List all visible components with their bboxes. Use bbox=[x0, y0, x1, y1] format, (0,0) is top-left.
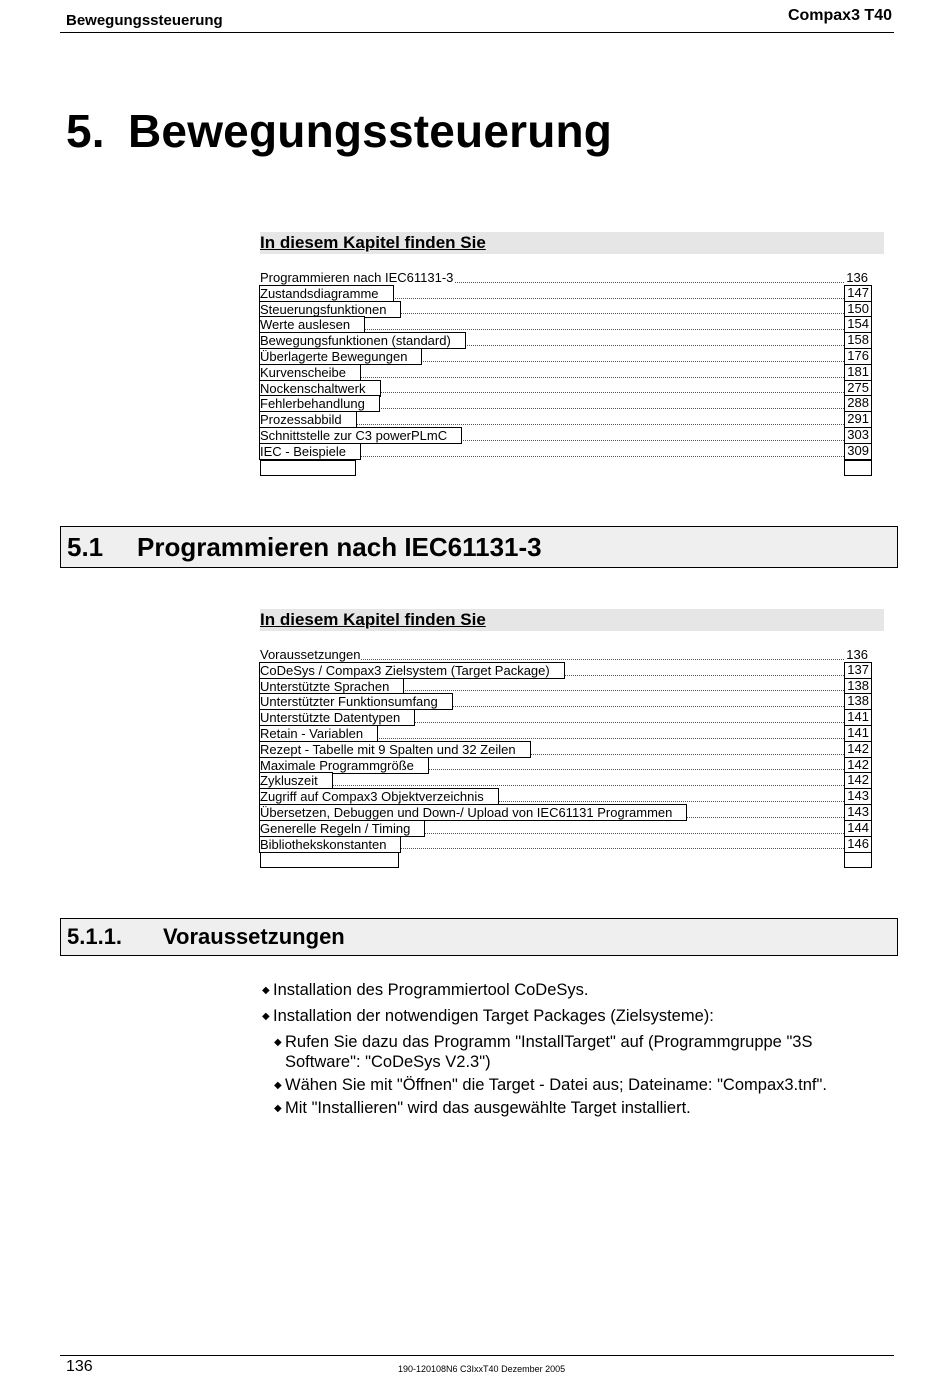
section-heading-box bbox=[60, 526, 898, 568]
toc-entry-title: Prozessabbild bbox=[259, 411, 357, 428]
list-subitem bbox=[274, 1075, 862, 1095]
toc-entry[interactable] bbox=[260, 694, 884, 710]
footer-rule bbox=[60, 1355, 894, 1356]
toc-entry-page: 181 bbox=[844, 364, 872, 381]
toc-entry[interactable] bbox=[260, 381, 884, 397]
toc-entry-page: 142 bbox=[844, 772, 872, 789]
toc-entry-page: 138 bbox=[844, 693, 872, 710]
section-title bbox=[67, 532, 542, 563]
diamond-bullet-icon: ◆ bbox=[274, 1080, 282, 1091]
list-subitem bbox=[274, 1098, 862, 1118]
toc-entry-title: Bewegungsfunktionen (standard) bbox=[259, 332, 466, 349]
toc-entry-title: Bibliothekskonstanten bbox=[259, 836, 401, 853]
toc-entry[interactable] bbox=[260, 333, 884, 349]
toc-entry[interactable] bbox=[260, 647, 884, 663]
toc-entry-title: Unterstützte Sprachen bbox=[259, 678, 404, 695]
toc-entry-title: Werte auslesen bbox=[259, 316, 365, 333]
toc-entry-page: 142 bbox=[844, 757, 872, 774]
toc-entry[interactable] bbox=[260, 317, 884, 333]
toc-entry-title: Retain - Variablen bbox=[259, 725, 378, 742]
toc-entry-page: 143 bbox=[844, 788, 872, 805]
chapter-toc bbox=[260, 232, 884, 476]
toc-entry[interactable] bbox=[260, 270, 884, 286]
toc-entry[interactable] bbox=[260, 742, 884, 758]
chapter-number: 5. bbox=[66, 105, 105, 157]
toc-entry-title: Zustandsdiagramme bbox=[259, 285, 394, 302]
toc-entry[interactable] bbox=[260, 837, 884, 853]
toc-entry-page: 150 bbox=[844, 301, 872, 318]
toc-entry-title: Fehlerbehandlung bbox=[259, 395, 380, 412]
toc-entry-title: Überlagerte Bewegungen bbox=[259, 348, 422, 365]
empty-link-box bbox=[844, 460, 872, 476]
toc-entry-page: 136 bbox=[846, 270, 868, 285]
toc-entry-page: 141 bbox=[844, 725, 872, 742]
toc-entry-title: Unterstützter Funktionsumfang bbox=[259, 693, 453, 710]
page-number: 136 bbox=[66, 1358, 93, 1375]
subsection-heading-box bbox=[60, 918, 898, 956]
toc-entry[interactable] bbox=[260, 773, 884, 789]
toc-entry-page: 288 bbox=[844, 395, 872, 412]
toc-entry-page: 275 bbox=[844, 380, 872, 397]
toc-entry-title: Kurvenscheibe bbox=[259, 364, 361, 381]
toc-entry-title: Schnittstelle zur C3 powerPLmC bbox=[259, 427, 462, 444]
list-item bbox=[262, 1006, 862, 1026]
toc-entry-title: CoDeSys / Compax3 Zielsystem (Target Package) bbox=[259, 662, 565, 679]
toc-entry-title: Übersetzen, Debuggen und Down-/ Upload von IEC61131 Programmen bbox=[259, 804, 687, 821]
diamond-bullet-icon: ◆ bbox=[262, 985, 270, 996]
toc-entry-page: 144 bbox=[844, 820, 872, 837]
header-rule bbox=[60, 32, 894, 33]
subsection-number: 5.1.1. bbox=[67, 924, 123, 949]
toc-entry[interactable] bbox=[260, 444, 884, 460]
toc-entry[interactable] bbox=[260, 396, 884, 412]
list-item-text: Installation der notwendigen Target Packages (Zielsysteme): bbox=[273, 1007, 714, 1025]
empty-link-box bbox=[260, 852, 399, 868]
section-number: 5.1 bbox=[67, 532, 104, 562]
leader-dots bbox=[260, 785, 854, 786]
section-toc bbox=[260, 609, 884, 868]
document-id: 190-120108N6 C3IxxT40 Dezember 2005 bbox=[398, 1364, 566, 1374]
toc-empty-link-row bbox=[260, 852, 884, 868]
toc-entry[interactable] bbox=[260, 286, 884, 302]
toc-entry-title: Zugriff auf Compax3 Objektverzeichnis bbox=[259, 788, 499, 805]
toc-entry[interactable] bbox=[260, 726, 884, 742]
toc-entry[interactable] bbox=[260, 412, 884, 428]
toc-entry-page: 291 bbox=[844, 411, 872, 428]
toc-entry[interactable] bbox=[260, 663, 884, 679]
toc-heading: In diesem Kapitel finden Sie bbox=[260, 232, 884, 254]
toc-entry-title: Programmieren nach IEC61131-3 bbox=[260, 270, 454, 285]
diamond-bullet-icon: ◆ bbox=[262, 1011, 270, 1022]
toc-entry-page: 137 bbox=[844, 662, 872, 679]
list-item bbox=[262, 980, 862, 1000]
list-item-text: Mit "Installieren" wird das ausgewählte Target installiert. bbox=[285, 1099, 691, 1117]
toc-entry-page: 147 bbox=[844, 285, 872, 302]
section-title-text: Programmieren nach IEC61131-3 bbox=[137, 532, 542, 562]
toc-entry-page: 146 bbox=[844, 836, 872, 853]
toc-entry[interactable] bbox=[260, 805, 884, 821]
toc-entry-title: Voraussetzungen bbox=[260, 647, 361, 662]
toc-entry-page: 136 bbox=[846, 647, 868, 662]
toc-entry-page: 176 bbox=[844, 348, 872, 365]
chapter-title-text: Bewegungssteuerung bbox=[128, 105, 613, 157]
toc-entry[interactable] bbox=[260, 789, 884, 805]
prerequisites-list bbox=[262, 980, 862, 1121]
toc-entry-page: 143 bbox=[844, 804, 872, 821]
toc-entry-page: 138 bbox=[844, 678, 872, 695]
list-item-text: Wähen Sie mit "Öffnen" die Target - Datei aus; Dateiname: "Compax3.tnf". bbox=[285, 1076, 827, 1094]
list-subitem bbox=[274, 1032, 862, 1072]
toc-entry-title: Rezept - Tabelle mit 9 Spalten und 32 Zeilen bbox=[259, 741, 531, 758]
toc-entry[interactable] bbox=[260, 821, 884, 837]
toc-entry-title: Maximale Programmgröße bbox=[259, 757, 429, 774]
toc-entry-title: IEC - Beispiele bbox=[259, 443, 361, 460]
running-header-left: Bewegungssteuerung bbox=[66, 12, 223, 29]
subsection-title-text: Voraussetzungen bbox=[163, 924, 345, 949]
toc-entry-page: 158 bbox=[844, 332, 872, 349]
list-item-text: Rufen Sie dazu das Programm "InstallTarget" auf (Programmgruppe "3S Software": "CoDeSys V2.3") bbox=[285, 1033, 813, 1071]
toc-entry-page: 309 bbox=[844, 443, 872, 460]
subsection-title bbox=[67, 924, 345, 950]
toc-entry-page: 154 bbox=[844, 316, 872, 333]
toc-entry[interactable] bbox=[260, 349, 884, 365]
toc-entry[interactable] bbox=[260, 365, 884, 381]
toc-entry-title: Unterstützte Datentypen bbox=[259, 709, 415, 726]
toc-entry-page: 142 bbox=[844, 741, 872, 758]
toc-entry-title: Nockenschaltwerk bbox=[259, 380, 381, 397]
toc-entry[interactable] bbox=[260, 758, 884, 774]
toc-entry[interactable] bbox=[260, 710, 884, 726]
toc-entry-title: Steuerungsfunktionen bbox=[259, 301, 401, 318]
empty-link-box bbox=[844, 852, 872, 868]
empty-link-box bbox=[260, 460, 356, 476]
running-header-right: Compax3 T40 bbox=[787, 7, 892, 24]
toc-empty-link-row bbox=[260, 460, 884, 476]
toc-entry-page: 141 bbox=[844, 709, 872, 726]
toc-heading: In diesem Kapitel finden Sie bbox=[260, 609, 884, 631]
toc-entry[interactable] bbox=[260, 428, 884, 444]
list-item-text: Installation des Programmiertool CoDeSys. bbox=[273, 981, 589, 999]
toc-entry-title: Generelle Regeln / Timing bbox=[259, 820, 425, 837]
chapter-title bbox=[66, 104, 612, 158]
toc-entry-title: Zykluszeit bbox=[259, 772, 333, 789]
diamond-bullet-icon: ◆ bbox=[274, 1037, 282, 1048]
toc-entry-page: 303 bbox=[844, 427, 872, 444]
diamond-bullet-icon: ◆ bbox=[274, 1103, 282, 1114]
